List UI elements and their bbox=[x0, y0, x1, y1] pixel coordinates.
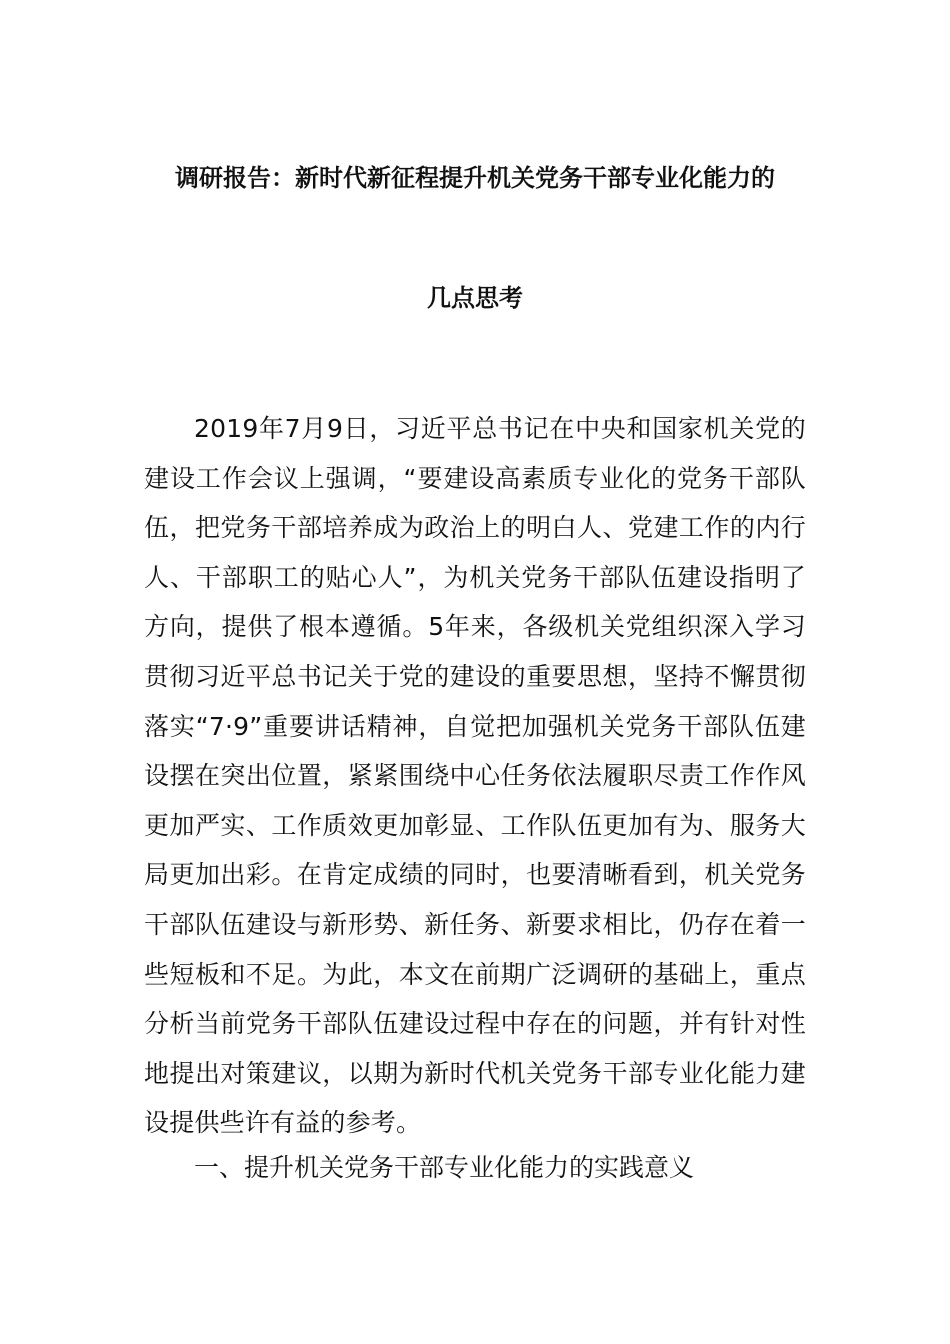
document-title-line-1: 调研报告：新时代新征程提升机关党务干部专业化能力的 bbox=[175, 164, 775, 192]
document-title-line-2: 几点思考 bbox=[427, 284, 523, 312]
section-heading: 一、提升机关党务干部专业化能力的实践意义 bbox=[194, 1153, 695, 1182]
body-paragraph: 2019年7月9日，习近平总书记在中央和国家机关党的建设工作会议上强调，“要建设高素质专业化的党务干部队伍，把党务干部培养成为政治上的明白人、党建工作的内行人、干部职工的贴心人”，为机关党务干部队伍建设指明了方向，提供了根本遵循。5年来，各级机关党组织深入学习贯彻习近平总书记关于党的建设的重要思想，坚持不懈贯彻落实“7·9”重要讲话精神，自觉把加强机关党务干部队伍建设摆在突出位置，紧紧围绕中心任务依法履职尽责工作作风更加严实、工作质效更加彰显、工作队伍更加有为、服务大局更加出彩。在肯定成绩的同时，也要清晰看到，机关党务干部队伍建设与新形势、新任务、新要求相比，仍存在着一些短板和不足。为此，本文在前期广泛调研的基础上，重点分析当前党务干部队伍建设过程中存在的问题，并有针对性地提出对策建议，以期为新时代机关党务干部专业化能力建设提供些许有益的参考。 bbox=[144, 414, 806, 1138]
